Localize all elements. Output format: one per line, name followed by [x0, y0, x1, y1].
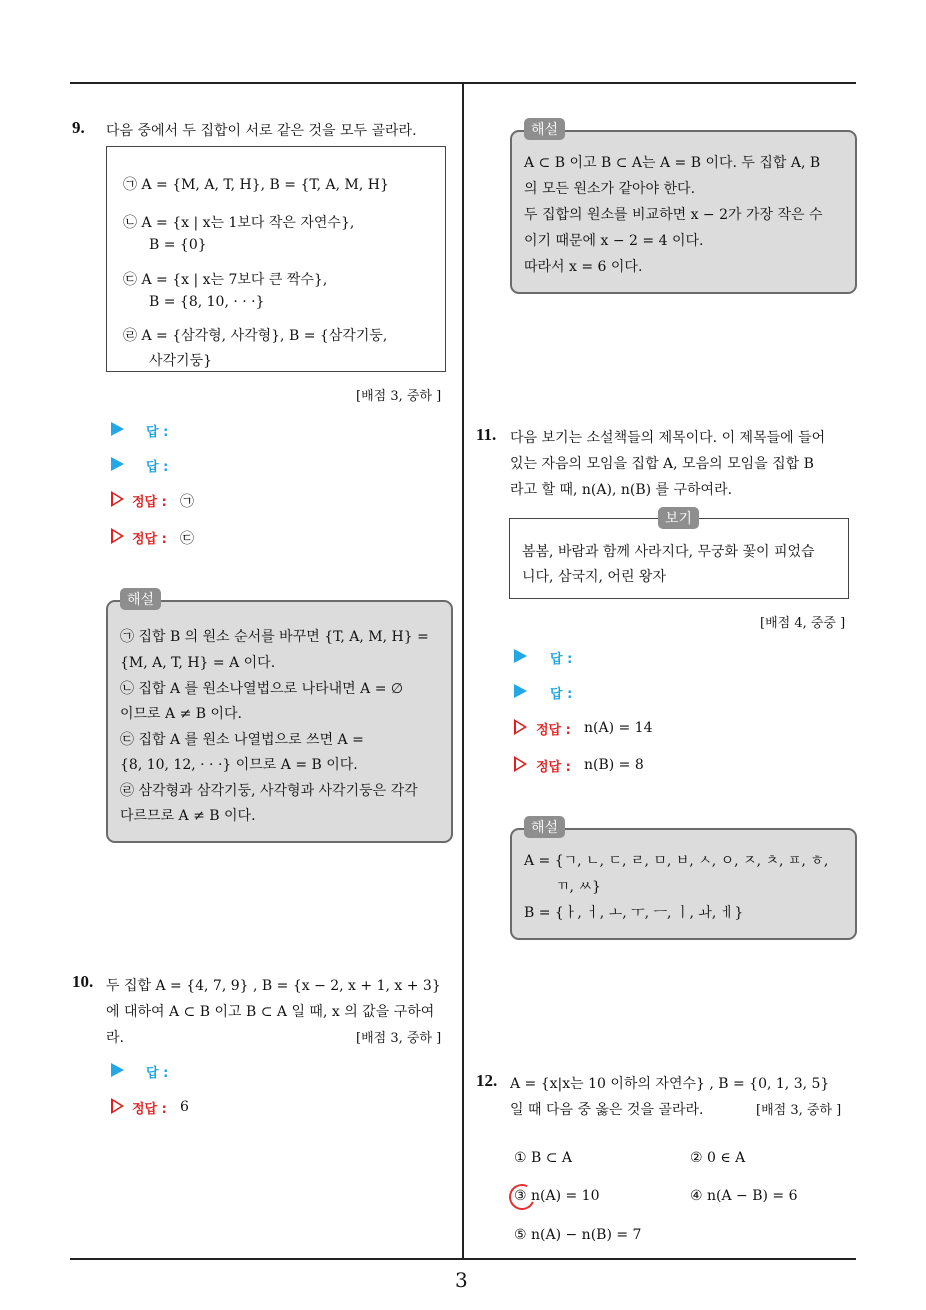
- correct-arrow-icon: [111, 491, 124, 507]
- options-box: [106, 146, 446, 372]
- correct-value: n(A) = 14: [584, 720, 653, 736]
- answer-label: 답 :: [146, 460, 169, 475]
- option-line: ㉡ A = {x | x는 1보다 작은 자연수},: [123, 215, 355, 231]
- question-text: 두 집합 A = {4, 7, 9} , B = {x − 2, x + 1, x + 3}: [106, 978, 441, 994]
- explanation-line: ㉡ 집합 A 를 원소나열법으로 나타내면 A = ∅: [120, 681, 404, 697]
- correct-label: 정답 :: [132, 495, 167, 510]
- bottom-rule: [70, 1258, 856, 1260]
- explanation-line: ㉢ 집합 A 를 원소 나열법으로 쓰면 A =: [120, 732, 364, 748]
- example-tag: 보기: [658, 507, 699, 529]
- explanation-line: B = {ㅏ, ㅓ, ㅗ, ㅜ, ㅡ, ㅣ, ㅘ, ㅔ}: [524, 905, 744, 921]
- answer-arrow-icon: [111, 457, 124, 471]
- correct-label: 정답 :: [536, 760, 571, 775]
- option-line: ㉣ A = {삼각형, 사각형}, B = {삼각기둥,: [123, 328, 388, 344]
- question-text: 다음 중에서 두 집합이 서로 같은 것을 모두 골라라.: [106, 123, 417, 139]
- explanation-line: ㉠ 집합 B 의 원소 순서를 바꾸면 {T, A, M, H} =: [120, 629, 429, 645]
- option-line: ㉠ A = {M, A, T, H}, B = {T, A, M, H}: [123, 177, 389, 193]
- explanation-tag: 해설: [524, 816, 565, 838]
- answer-arrow-icon: [514, 649, 527, 663]
- score-label: [배점 4, 중중 ]: [760, 616, 846, 631]
- choice-item[interactable]: ③ n(A) = 10: [514, 1188, 600, 1204]
- score-label: [배점 3, 중하 ]: [356, 1031, 442, 1046]
- answer-label: 답 :: [550, 687, 573, 702]
- answer-label: 답 :: [550, 652, 573, 667]
- correct-arrow-icon: [111, 1098, 124, 1114]
- explanation-box: [106, 600, 453, 843]
- correct-label: 정답 :: [536, 723, 571, 738]
- option-line: ㉢ A = {x | x는 7보다 큰 짝수},: [123, 272, 328, 288]
- explanation-tag: 해설: [120, 588, 161, 610]
- question-text: 일 때 다음 중 옳은 것을 골라라.: [510, 1102, 704, 1118]
- question-number: 9.: [72, 118, 85, 137]
- explanation-line: ㄲ, ㅆ}: [556, 879, 601, 895]
- correct-label: 정답 :: [132, 1102, 167, 1117]
- page-number: 3: [455, 1268, 468, 1292]
- explanation-line: 이기 때문에 x − 2 = 4 이다.: [524, 233, 704, 249]
- answer-arrow-icon: [111, 1063, 124, 1077]
- example-line: 니다, 삼국지, 어린 왕자: [522, 569, 666, 585]
- answer-arrow-icon: [111, 422, 124, 436]
- correct-value: n(B) = 8: [584, 757, 644, 773]
- column-divider: [462, 84, 464, 1259]
- explanation-line: 두 집합의 원소를 비교하면 x − 2가 가장 작은 수: [524, 207, 823, 223]
- example-line: 봄봄, 바람과 함께 사라지다, 무궁화 꽃이 피었습: [522, 544, 815, 560]
- question-text: 라.: [106, 1030, 124, 1046]
- option-line: B = {0}: [149, 237, 207, 253]
- explanation-line: 다르므로 A ≠ B 이다.: [120, 808, 256, 824]
- correct-value: ㉠: [180, 494, 194, 510]
- correct-arrow-icon: [514, 719, 527, 735]
- choice-item[interactable]: ② 0 ∈ A: [690, 1150, 746, 1166]
- score-label: [배점 3, 중하 ]: [756, 1103, 842, 1118]
- question-text: 있는 자음의 모임을 집합 A, 모음의 모임을 집합 B: [510, 456, 814, 472]
- answer-label: 답 :: [146, 1066, 169, 1081]
- example-box: [509, 518, 849, 599]
- explanation-box: [510, 130, 857, 294]
- question-text: 에 대하여 A ⊂ B 이고 B ⊂ A 일 때, x 의 값을 구하여: [106, 1004, 435, 1020]
- explanation-line: ㉣ 삼각형과 삼각기둥, 사각형과 사각기둥은 각각: [120, 783, 418, 799]
- choice-item[interactable]: ① B ⊂ A: [514, 1150, 573, 1166]
- correct-label: 정답 :: [132, 532, 167, 547]
- explanation-line: {M, A, T, H} = A 이다.: [120, 655, 276, 671]
- explanation-line: A ⊂ B 이고 B ⊂ A는 A = B 이다. 두 집합 A, B: [524, 155, 821, 171]
- explanation-line: 이므로 A ≠ B 이다.: [120, 706, 242, 722]
- option-line: 사각기둥}: [149, 353, 213, 369]
- question-number: 12.: [476, 1071, 498, 1090]
- explanation-line: A = {ㄱ, ㄴ, ㄷ, ㄹ, ㅁ, ㅂ, ㅅ, ㅇ, ㅈ, ㅊ, ㅍ, ㅎ,: [524, 853, 829, 869]
- selected-circle-mark: [505, 1180, 538, 1213]
- correct-value: ㉢: [180, 531, 194, 547]
- choice-item[interactable]: ④ n(A − B) = 6: [690, 1188, 798, 1204]
- question-number: 11.: [476, 425, 497, 444]
- choice-item[interactable]: ⑤ n(A) − n(B) = 7: [514, 1227, 642, 1243]
- question-text: 라고 할 때, n(A), n(B) 를 구하여라.: [510, 482, 733, 498]
- correct-arrow-icon: [111, 528, 124, 544]
- explanation-tag: 해설: [524, 118, 565, 140]
- explanation-line: {8, 10, 12, · · ·} 이므로 A = B 이다.: [120, 757, 358, 773]
- question-number: 10.: [72, 972, 94, 991]
- correct-value: 6: [180, 1099, 189, 1115]
- explanation-line: 따라서 x = 6 이다.: [524, 259, 643, 275]
- explanation-line: 의 모든 원소가 같아야 한다.: [524, 181, 696, 197]
- explanation-box: [510, 828, 857, 940]
- option-line: B = {8, 10, · · ·}: [149, 294, 265, 310]
- score-label: [배점 3, 중하 ]: [356, 389, 442, 404]
- answer-label: 답 :: [146, 425, 169, 440]
- question-text: A = {x|x는 10 이하의 자연수} , B = {0, 1, 3, 5}: [510, 1076, 830, 1092]
- correct-arrow-icon: [514, 756, 527, 772]
- question-text: 다음 보기는 소설책들의 제목이다. 이 제목들에 들어: [510, 430, 826, 446]
- answer-arrow-icon: [514, 684, 527, 698]
